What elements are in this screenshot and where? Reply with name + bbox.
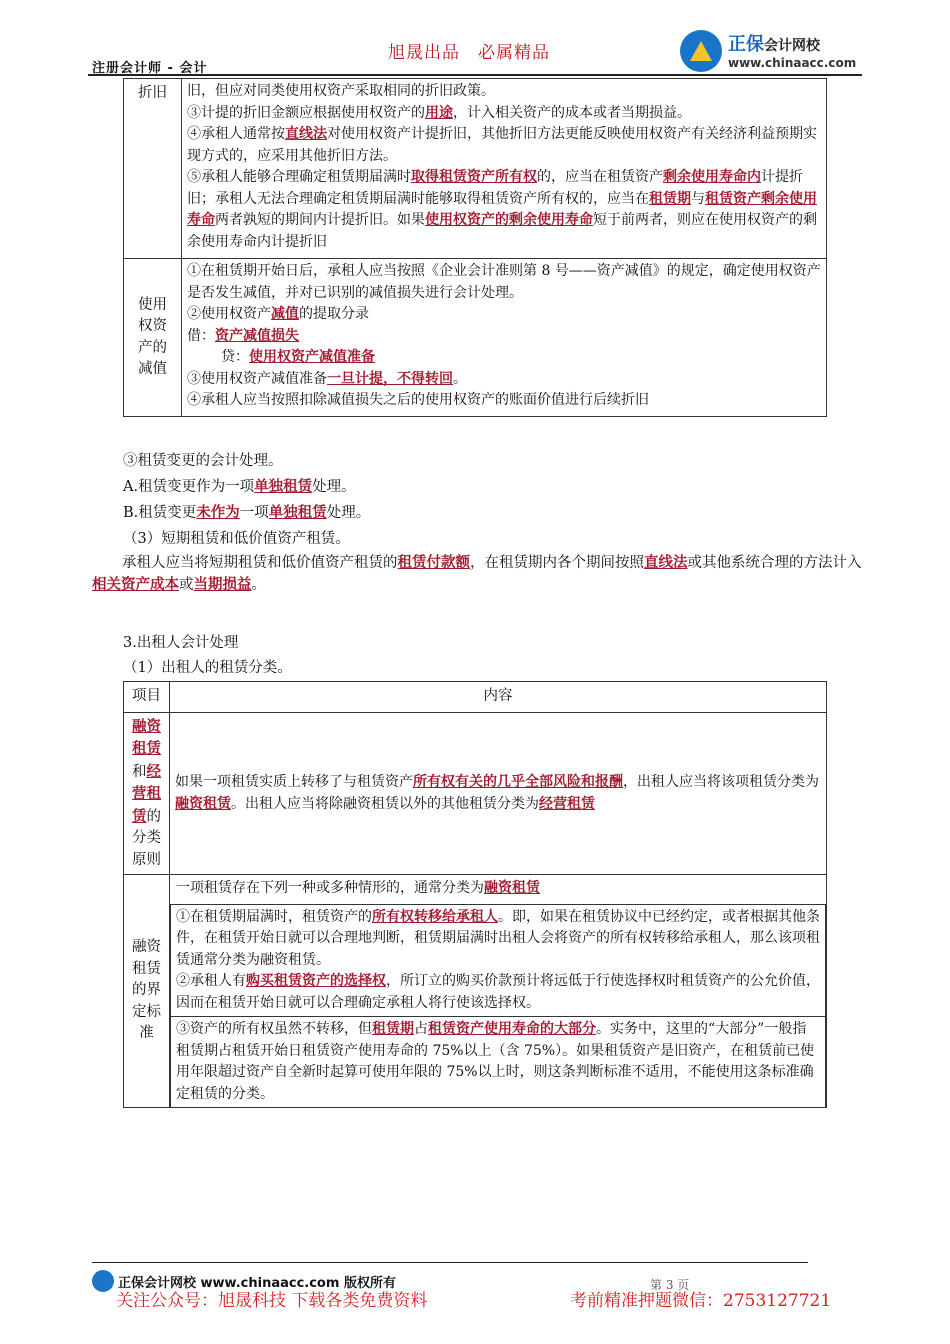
criteria-box-1: ①在租赁期届满时，租赁资产的所有权转移给承租人。即，如果在租赁协议中已经约定，或者根据其他条件，在租赁开始日就可以合理地判断，租赁期届满时出租人会将资产的所有权转移给承租人，那么该项租赁通常分类为融资租赁。 ②承租人有购买租赁资产的选择权，所订立的购买价款预计将远低于行使选择权时租赁资产的公允价值，因而在租赁开始日就可以合理确定承租人将行使该选择权。: [170, 904, 826, 1018]
row-content-finance-lease-criteria: [170, 875, 827, 1108]
logo-icon: [680, 30, 722, 72]
footer-copyright: 正保会计网校 www.chinaacc.com 版权所有: [118, 1276, 396, 1291]
header-divider: [88, 74, 862, 76]
table-row: [124, 79, 827, 259]
table-row: [124, 259, 827, 417]
row-content-impairment: ①在租赁期开始日后，承租人应当按照《企业会计准则第 8 号——资产减值》的规定，确定使用权资产是否发生减值，并对已识别的减值损失进行会计处理。 ②使用权资产减值的提取分录 借：资产减值损失 贷：使用权资产减值准备 ③使用权资产减值准备一旦计提，不得转回。 ④承租人应当按照扣除减值损失之后的使用权资产的账面价值进行后续折旧: [182, 259, 827, 417]
logo-title: 正保会计网校: [728, 34, 820, 55]
table-row: [124, 875, 827, 1108]
header-slogan: 旭晟出品 必属精品: [388, 43, 550, 63]
table-row: [124, 713, 827, 875]
para-short-term-treatment: 承租人应当将短期租赁和低价值资产租赁的租赁付款额，在租赁期内各个期间按照直线法或其他系统合理的方法计入相关资产成本或当期损益。: [92, 554, 862, 593]
page-number: 第 3 页: [650, 1278, 690, 1292]
para-lessor-classification: （1）出租人的租赁分类。: [123, 660, 292, 676]
row-label-impairment: 使用权资产的减值: [124, 259, 182, 417]
footer-logo-icon: [92, 1270, 114, 1292]
row-label-depreciation: 折旧: [124, 79, 182, 259]
column-header-item: 项目: [124, 682, 170, 713]
row-content-depreciation: 旧，但应对同类使用权资产采取相同的折旧政策。 ③计提的折旧金额应根据使用权资产的用途，计入相关资产的成本或者当期损益。 ④承租人通常按直线法对使用权资产计提折旧，其他折旧方法更能反映使用权资产有关经济利益预期实现方式的，应采用其他折旧方法。 ⑤承租人能够合理确定租赁期届满时取得租赁资产所有权的，应当在租赁资产剩余使用寿命内计提折旧；承租人无法合理确定租赁期届满时能够取得租赁资产所有权的，应当在租赁期与租赁资产剩余使用寿命两者孰短的期间内计提折旧。如果使用权资产的剩余使用寿命短于前两者，则应在使用权资产的剩余使用寿命内计提折旧: [182, 79, 827, 259]
table-header-row: [124, 682, 827, 713]
para-lease-modification: ③租赁变更的会计处理。: [123, 453, 283, 469]
lessee-depreciation-table: [123, 78, 827, 417]
brand-logo: [680, 30, 870, 74]
footer-divider: [92, 1262, 808, 1263]
row-label-finance-lease-criteria: 融资租赁的界定标准: [124, 875, 170, 1108]
para-modification-a: A.租赁变更作为一项单独租赁处理。: [123, 478, 356, 495]
section-lessor: 3.出租人会计处理: [123, 635, 239, 651]
row-label-classification-principle: 融资租赁和经营租赁的分类原则: [124, 713, 170, 875]
lessor-classification-table: [123, 681, 827, 1108]
header-subject: 注册会计师 - 会计: [92, 61, 208, 76]
para-short-term-lease: （3）短期租赁和低价值资产租赁。: [123, 531, 350, 547]
criteria-box-2: ③资产的所有权虽然不转移，但租赁期占租赁资产使用寿命的大部分。实务中，这里的“大部分”一般指租赁期占租赁开始日租赁资产使用寿命的 75%以上（含 75%）。如果租赁资产是旧资产，在租赁前已使用年限超过资产自全新时起算可使用年限的 75%以上时，则这条判断标准不适用，不能使用这条标准确定租赁的分类。: [170, 1017, 826, 1107]
column-header-content: 内容: [170, 682, 827, 713]
para-modification-b: B.租赁变更未作为一项单独租赁处理。: [123, 504, 371, 521]
watermark-right: 考前精准押题微信：2753127721: [570, 1291, 832, 1311]
criteria-intro: 一项租赁存在下列一种或多种情形的，通常分类为融资租赁: [176, 880, 540, 896]
watermark-left: 关注公众号：旭晟科技 下载各类免费资料: [116, 1291, 428, 1311]
logo-url: www.chinaacc.com: [728, 56, 857, 70]
row-content-classification-principle: 如果一项租赁实质上转移了与租赁资产所有权有关的几乎全部风险和报酬，出租人应当将该项租赁分类为融资租赁。出租人应当将除融资租赁以外的其他租赁分类为经营租赁: [170, 713, 827, 875]
